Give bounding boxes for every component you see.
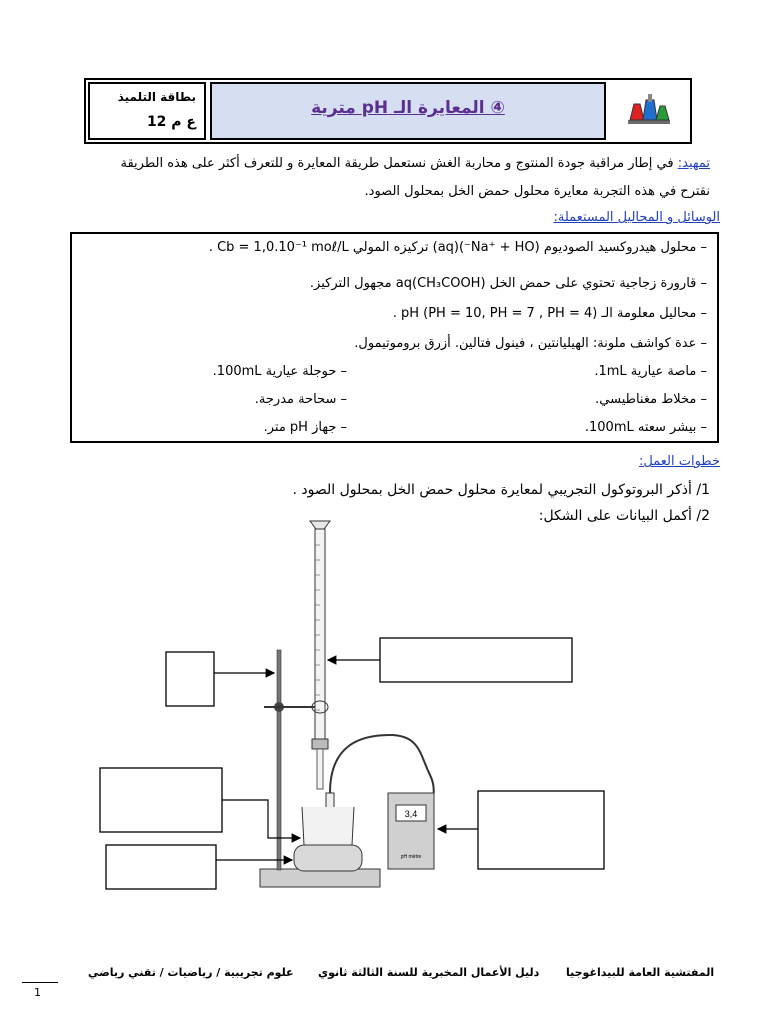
student-card-box <box>88 82 206 140</box>
magnetic-stirrer <box>294 845 362 871</box>
footer-guide: دليل الأعمال المخبرية للسنة الثالثة ثانوي <box>318 966 540 979</box>
step-2: 2/ أكمل البيانات على الشكل: <box>538 508 710 524</box>
material-row-6-right: – مخلاط مغناطيسي. <box>595 392 707 407</box>
material-row-7-left: – جهاز pH متر. <box>263 420 347 435</box>
title-box <box>210 82 606 140</box>
materials-heading: الوسائل و المحاليل المستعملة: <box>553 210 720 225</box>
footer-rule <box>22 982 58 983</box>
burette-funnel <box>310 521 330 529</box>
label-box-burette <box>380 638 572 682</box>
card-number: ع م 12 <box>146 114 196 130</box>
material-row-4: – عدة كواشف ملونة: الهيليانتين ، فينول فتالين. أزرق بروموتيمول. <box>354 336 707 351</box>
footer-streams: علوم تجريبية / رياضيات / تقني رياضي <box>88 966 294 979</box>
step-1: 1/ أذكر البروتوكول التجريبي لمعايرة محلول حمض الخل بمحلول الصود . <box>292 482 710 498</box>
material-row-7-right: – بيشر سعته 100mL. <box>584 420 707 435</box>
ph-meter-display: 3,4 <box>404 809 418 819</box>
lab-flasks-icon <box>610 82 688 140</box>
material-row-1: – محلول هيدروكسيد الصوديوم (Na⁺ + HO⁻)(aq) تركيزه المولي Cb = 1,0.10⁻¹ moℓ/L . <box>208 240 707 255</box>
stand-rod <box>277 650 281 870</box>
stand-base <box>260 869 380 887</box>
materials-box <box>70 232 719 443</box>
intro-heading: تمهيد: <box>677 156 710 171</box>
intro-text-2: نقترح في هذه التجربة معايرة محلول حمض الخل بمحلول الصود. <box>364 184 710 199</box>
material-row-6-left: – سحاحة مدرجة. <box>254 392 347 407</box>
label-box-stand <box>166 652 214 706</box>
material-row-5-right: – ماصة عيارية 1mL. <box>594 364 707 379</box>
label-box-beaker <box>100 768 222 832</box>
page-title: ④ المعايرة الـ pH مترية <box>311 98 505 118</box>
burette-tip <box>317 749 323 789</box>
arrow-beaker <box>222 800 300 838</box>
burette-tube <box>315 529 325 739</box>
material-row-2: – قارورة زجاجية تحتوي على حمض الخل (CH₃COOH)aq مجهول التركيز. <box>309 276 707 291</box>
steps-heading: خطوات العمل: <box>639 454 720 469</box>
titration-diagram <box>90 515 610 900</box>
beaker <box>302 807 354 845</box>
page-number: 1 <box>34 986 41 999</box>
footer-inspectorate: المفتشية العامة للبيداغوجيا <box>566 966 715 979</box>
label-box-stirrer <box>106 845 216 889</box>
intro-text-1: في إطار مراقبة جودة المنتوج و محاربة الغش نستعمل طريقة المعايرة و للتعرف أكثر على هذه الطريقة <box>120 156 674 171</box>
intro-paragraph-line1 <box>80 154 710 174</box>
student-card-label: بطاقة التلميذ <box>117 90 196 104</box>
burette-tap <box>312 739 328 749</box>
ph-meter-label: pH mètre <box>400 854 422 860</box>
material-row-5-left: – حوجلة عيارية 100mL. <box>212 364 347 379</box>
label-box-ph-meter <box>478 791 604 869</box>
material-row-3: – محاليل معلومة الـ pH (PH = 10, PH = 7 , PH = 4) . <box>392 306 707 321</box>
